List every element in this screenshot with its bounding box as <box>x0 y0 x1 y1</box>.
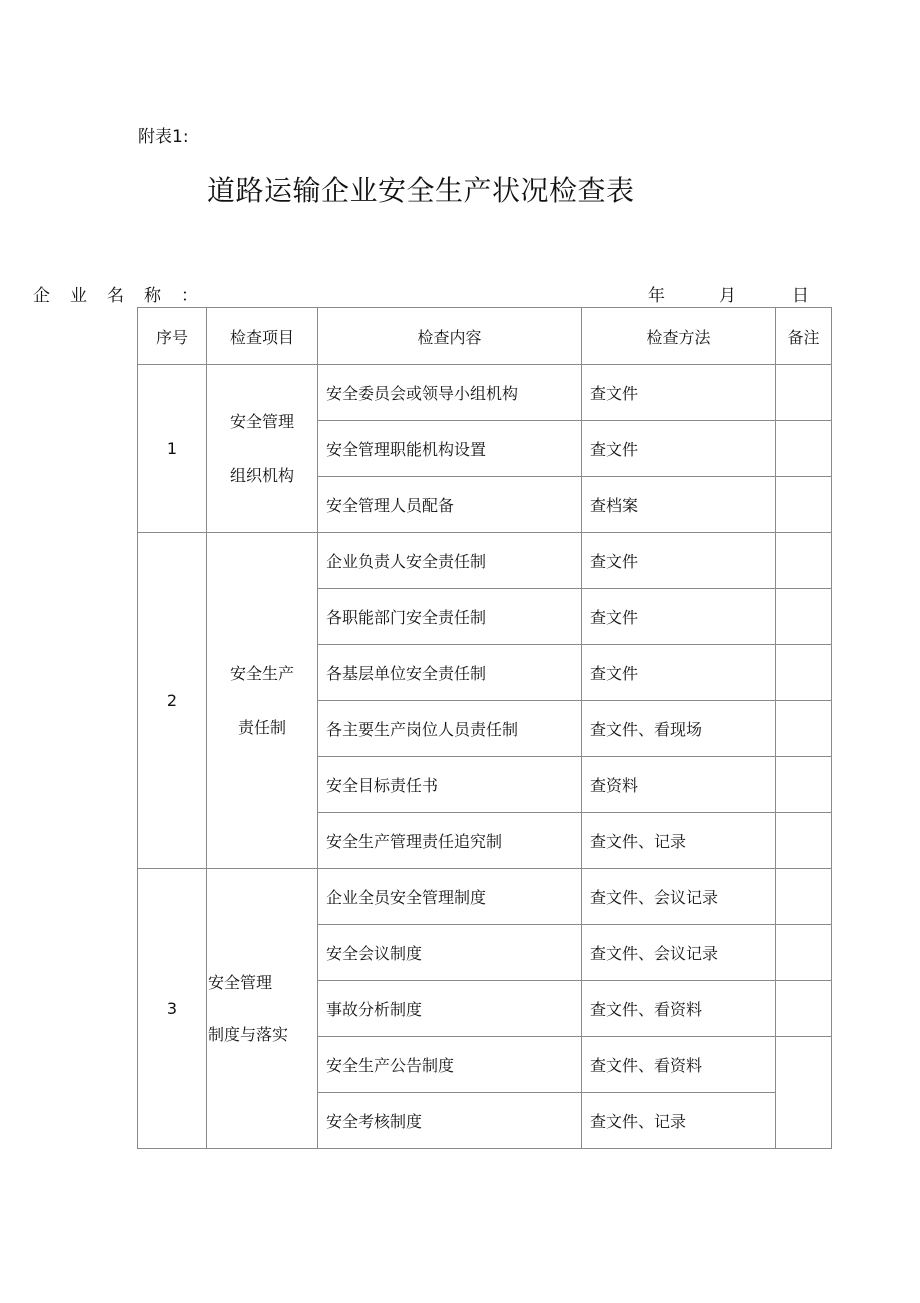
check-content: 企业全员安全管理制度 <box>318 869 582 925</box>
group-item-line: 安全生产 <box>229 663 294 683</box>
remark-cell[interactable] <box>776 981 832 1037</box>
check-method: 查文件 <box>582 421 776 477</box>
check-method: 查文件、看现场 <box>582 701 776 757</box>
remark-cell[interactable] <box>776 365 832 421</box>
check-method: 查文件 <box>582 589 776 645</box>
date-day-label: 日 <box>792 286 809 306</box>
header-remark: 备注 <box>776 308 832 365</box>
check-method: 查档案 <box>582 477 776 533</box>
header-content: 检查内容 <box>318 308 582 365</box>
table-row <box>138 533 832 589</box>
group-seq: 3 <box>138 869 207 1149</box>
check-content: 各职能部门安全责任制 <box>318 589 582 645</box>
check-content: 安全考核制度 <box>318 1093 582 1149</box>
check-content: 各基层单位安全责任制 <box>318 645 582 701</box>
header-item: 检查项目 <box>207 308 318 365</box>
group-item <box>207 365 318 533</box>
check-method: 查文件、看资料 <box>582 981 776 1037</box>
check-method: 查文件 <box>582 533 776 589</box>
remark-cell[interactable] <box>776 589 832 645</box>
group-item-line: 安全管理 <box>229 411 294 431</box>
remark-cell[interactable] <box>776 1037 832 1149</box>
check-content: 安全管理职能机构设置 <box>318 421 582 477</box>
remark-cell[interactable] <box>776 477 832 533</box>
group-seq: 2 <box>138 533 207 869</box>
date-month-label: 月 <box>719 286 736 306</box>
date-year-label: 年 <box>648 286 665 306</box>
check-method: 查文件、记录 <box>582 1093 776 1149</box>
group-item <box>207 869 318 1149</box>
group-seq: 1 <box>138 365 207 533</box>
remark-cell[interactable] <box>776 421 832 477</box>
check-content: 安全生产管理责任追究制 <box>318 813 582 869</box>
check-method: 查文件 <box>582 365 776 421</box>
check-content: 安全生产公告制度 <box>318 1037 582 1093</box>
remark-cell[interactable] <box>776 757 832 813</box>
check-content: 安全委员会或领导小组机构 <box>318 365 582 421</box>
header-seq: 序号 <box>138 308 207 365</box>
appendix-label: 附表1: <box>138 127 189 147</box>
check-content: 各主要生产岗位人员责任制 <box>318 701 582 757</box>
check-method: 查文件、会议记录 <box>582 869 776 925</box>
check-content: 安全会议制度 <box>318 925 582 981</box>
group-item-line: 组织机构 <box>229 465 294 485</box>
remark-cell[interactable] <box>776 925 832 981</box>
group-item-line: 制度与落实 <box>208 1024 289 1044</box>
company-name-label: 企业名称： <box>33 286 218 306</box>
check-content: 安全管理人员配备 <box>318 477 582 533</box>
table-row <box>138 365 832 421</box>
page-title: 道路运输企业安全生产状况检查表 <box>207 174 635 207</box>
group-item-line: 安全管理 <box>208 972 273 992</box>
remark-cell[interactable] <box>776 645 832 701</box>
remark-cell[interactable] <box>776 701 832 757</box>
check-content: 企业负责人安全责任制 <box>318 533 582 589</box>
remark-cell[interactable] <box>776 813 832 869</box>
check-method: 查文件、会议记录 <box>582 925 776 981</box>
check-method: 查资料 <box>582 757 776 813</box>
table-row <box>138 869 832 925</box>
check-content: 事故分析制度 <box>318 981 582 1037</box>
inspection-table <box>137 307 832 1149</box>
header-method: 检查方法 <box>582 308 776 365</box>
table-header-row <box>138 308 832 365</box>
remark-cell[interactable] <box>776 533 832 589</box>
check-method: 查文件、记录 <box>582 813 776 869</box>
remark-cell[interactable] <box>776 869 832 925</box>
check-method: 查文件、看资料 <box>582 1037 776 1093</box>
group-item-line: 责任制 <box>237 717 286 737</box>
group-item <box>207 533 318 869</box>
check-method: 查文件 <box>582 645 776 701</box>
check-content: 安全目标责任书 <box>318 757 582 813</box>
